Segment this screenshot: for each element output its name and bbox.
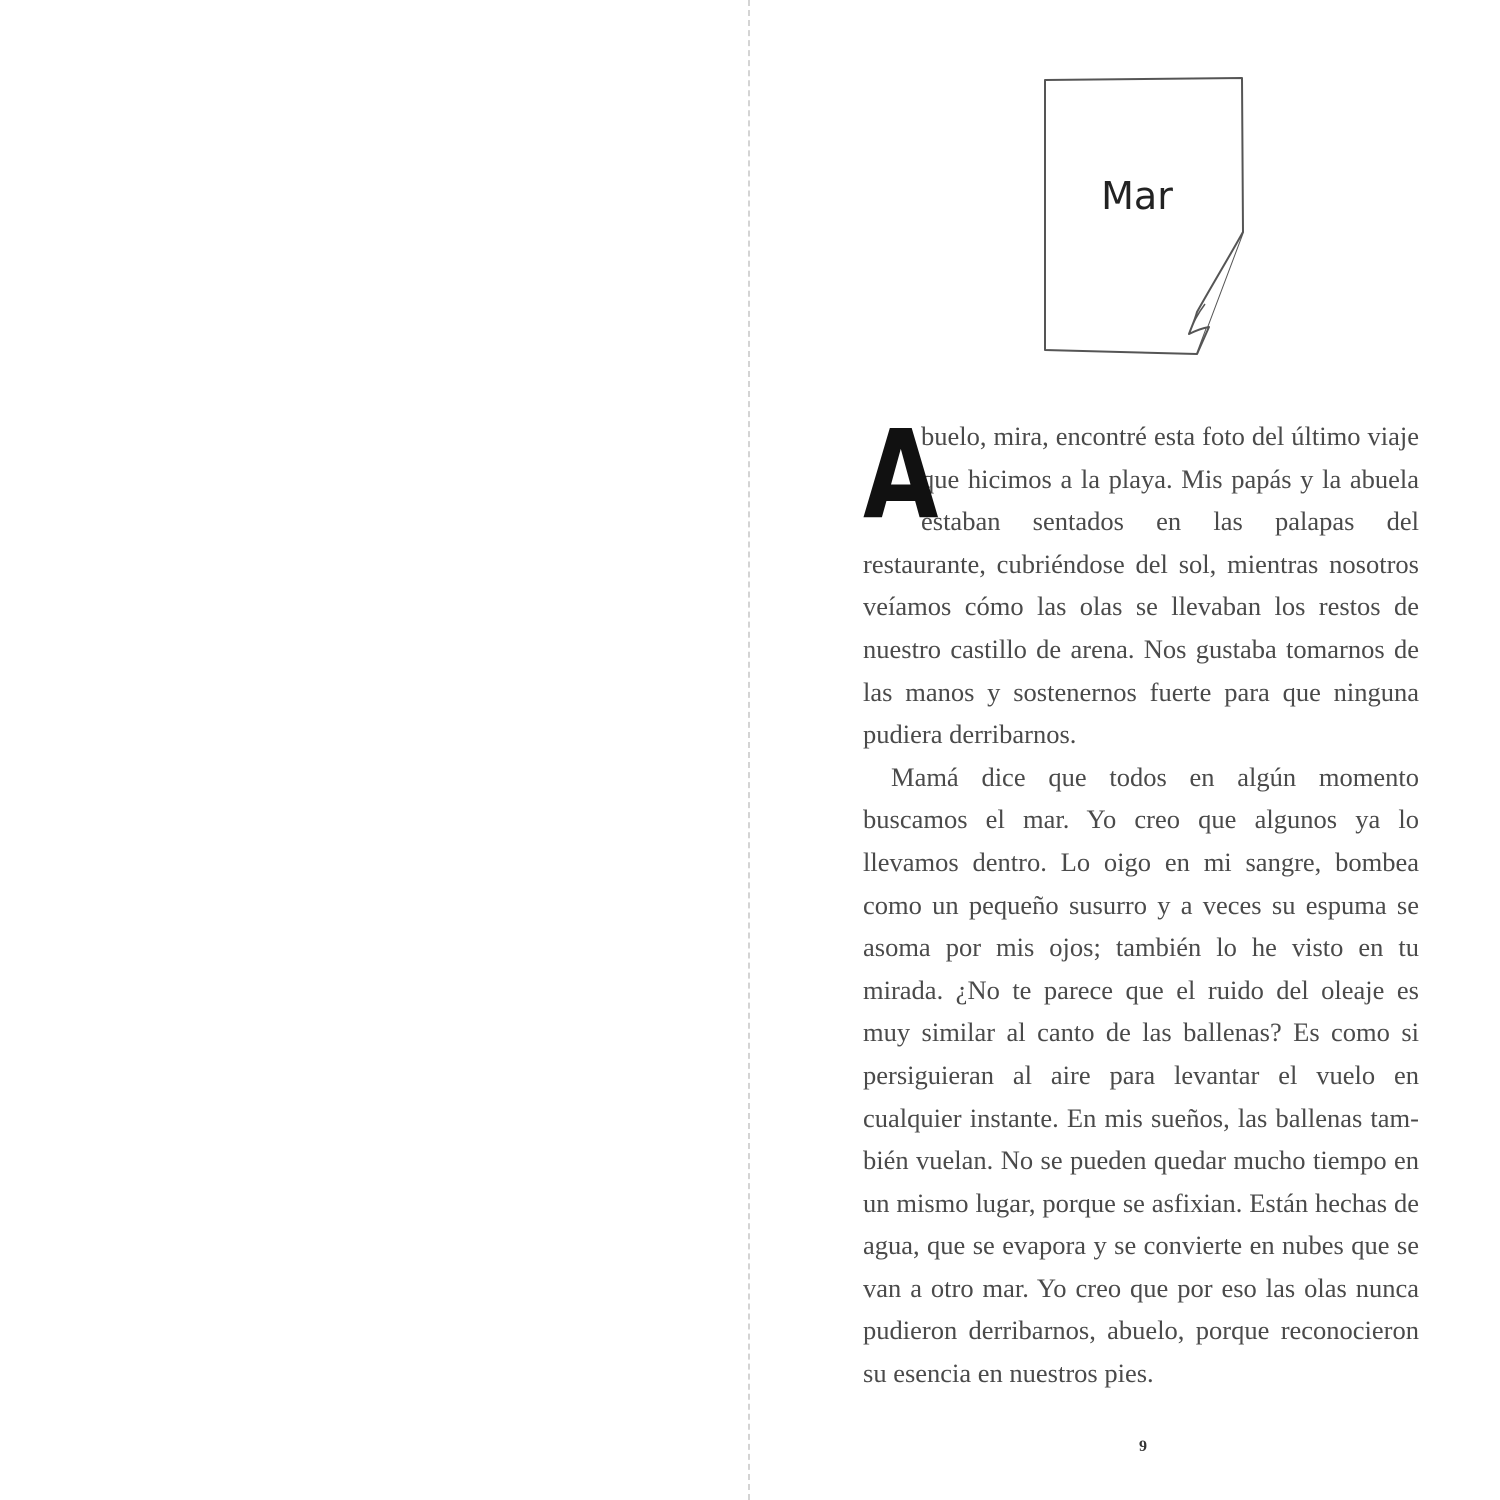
left-page-blank — [0, 0, 748, 1500]
page-number: 9 — [1139, 1438, 1147, 1455]
paragraph-1 — [863, 404, 1419, 756]
chapter-title: Mar — [1101, 174, 1173, 218]
drop-cap: A — [863, 404, 939, 546]
curled-paper-note-icon — [1039, 72, 1249, 362]
paragraph-1-text: buelo, mira, encontré esta foto del último viaje que hicimos a la playa. Mis papás y la abuela estaban sentados en las palapas del restaurante, cubriéndose del sol, mientras nosotros veíamos cómo las olas se llevaban los restos de nuestro castillo de arena. Nos gustaba tomarnos de las manos y sostenernos fuerte para que ninguna pudiera derribarnos. — [863, 421, 1419, 750]
right-page — [751, 0, 1500, 1500]
page-gutter-divider — [748, 0, 750, 1500]
paragraph-2: Mamá dice que todos en algún momento buscamos el mar. Yo creo que algunos ya lo llevamos dentro. Lo oigo en mi sangre, bombea como un pequeño susurro y a veces su espuma se asoma por mis ojos; también lo he visto en tu mirada. ¿No te parece que el ruido del oleaje es muy similar al canto de las ballenas? Es como si persiguieran al aire para levantar el vuelo en cualquier instante. En mis sueños, las ballenas también vuelan. No se pueden quedar mucho tiempo en un mismo lugar, porque se asfixian. Están hechas de agua, que se evapora y se convierte en nubes que se van a otro mar. Yo creo que por eso las olas nunca pudieron derribarnos, abuelo, porque reconocieron su esencia en nuestros pies. — [863, 761, 1419, 1389]
chapter-body — [863, 404, 1419, 1395]
